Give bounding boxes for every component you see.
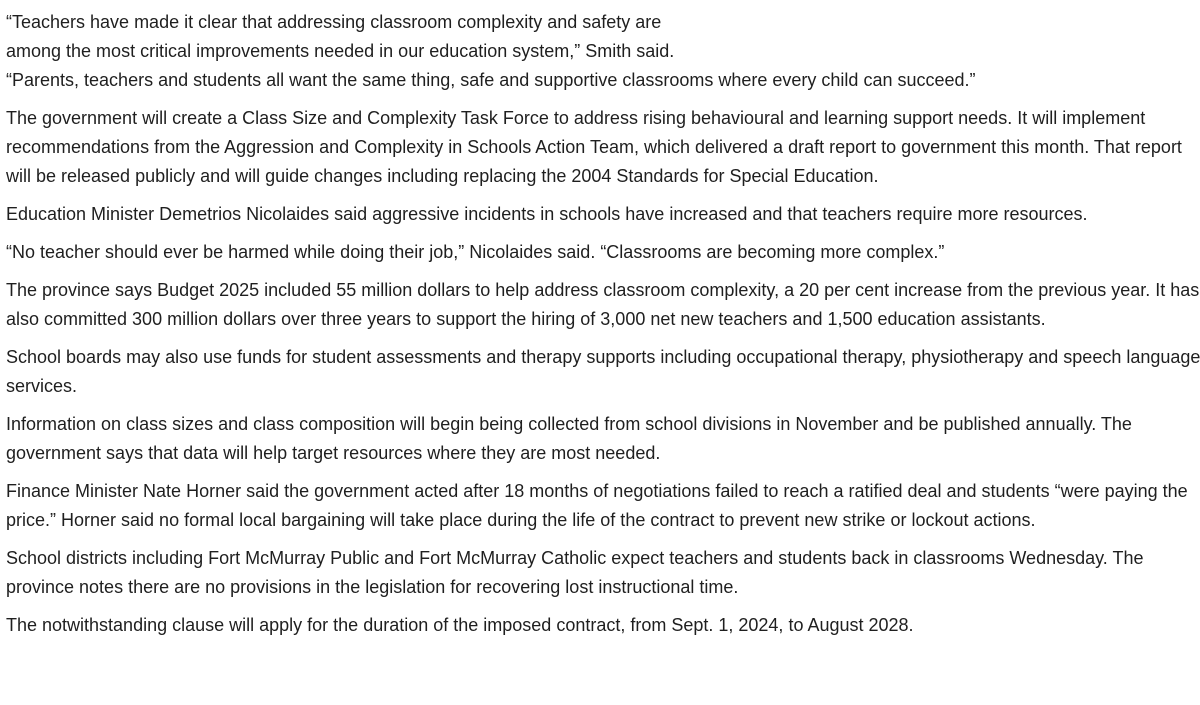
paragraph-nicolaides-quote [6,238,1196,267]
text-line: School districts including Fort McMurray Public and Fort McMurray Catholic expect teachers and students back in classrooms Wednesday. The [6,548,1144,568]
paragraph-school-districts [6,544,1196,602]
text-line: government says that data will help target resources where they are most needed. [6,443,661,463]
text-line: services. [6,376,78,396]
text-line: The notwithstanding clause will apply for the duration of the imposed contract, from Sept. 1, 2024, to August 2028. [6,615,914,635]
text-line: price.” Horner said no formal local bargaining will take place during the life of the contract to prevent new strike or lockout actions. [6,510,1036,530]
text-line: among the most critical improvements needed in our education system,” Smith said. [6,41,675,61]
text-line: School boards may also use funds for student assessments and therapy supports including occupational therapy, physiotherapy and speech language [6,347,1200,367]
text-line: “Teachers have made it clear that addressing classroom complexity and safety are [6,12,662,32]
text-line: “Parents, teachers and students all want the same thing, safe and supportive classrooms where every child can succeed.” [6,70,976,90]
text-line: also committed 300 million dollars over three years to support the hiring of 3,000 net new teachers and 1,500 education assistants. [6,309,1046,329]
paragraph-notwithstanding [6,611,1196,640]
paragraph-class-data [6,410,1196,468]
text-line: Information on class sizes and class composition will begin being collected from school divisions in November and be published annually. The [6,414,1132,434]
text-line: province notes there are no provisions in the legislation for recovering lost instructional time. [6,577,739,597]
paragraph-smith-quote [6,8,1196,95]
paragraph-horner [6,477,1196,535]
paragraph-nicolaides-statement [6,200,1196,229]
article-body [6,8,1200,649]
text-line: recommendations from the Aggression and Complexity in Schools Action Team, which delivered a draft report to government this month. That report [6,137,1182,157]
text-line: will be released publicly and will guide changes including replacing the 2004 Standards for Special Education. [6,166,879,186]
text-line: The province says Budget 2025 included 55 million dollars to help address classroom complexity, a 20 per cent increase from the previous year. It has [6,280,1200,300]
text-line: “No teacher should ever be harmed while doing their job,” Nicolaides said. “Classrooms are becoming more complex.” [6,242,945,262]
text-line: Finance Minister Nate Horner said the government acted after 18 months of negotiations failed to reach a ratified deal and students “were paying the [6,481,1188,501]
text-line: The government will create a Class Size and Complexity Task Force to address rising behavioural and learning support needs. It will implement [6,108,1146,128]
paragraph-budget [6,276,1200,334]
paragraph-school-boards [6,343,1200,401]
paragraph-task-force [6,104,1196,191]
text-line: Education Minister Demetrios Nicolaides said aggressive incidents in schools have increased and that teachers require more resources. [6,204,1088,224]
